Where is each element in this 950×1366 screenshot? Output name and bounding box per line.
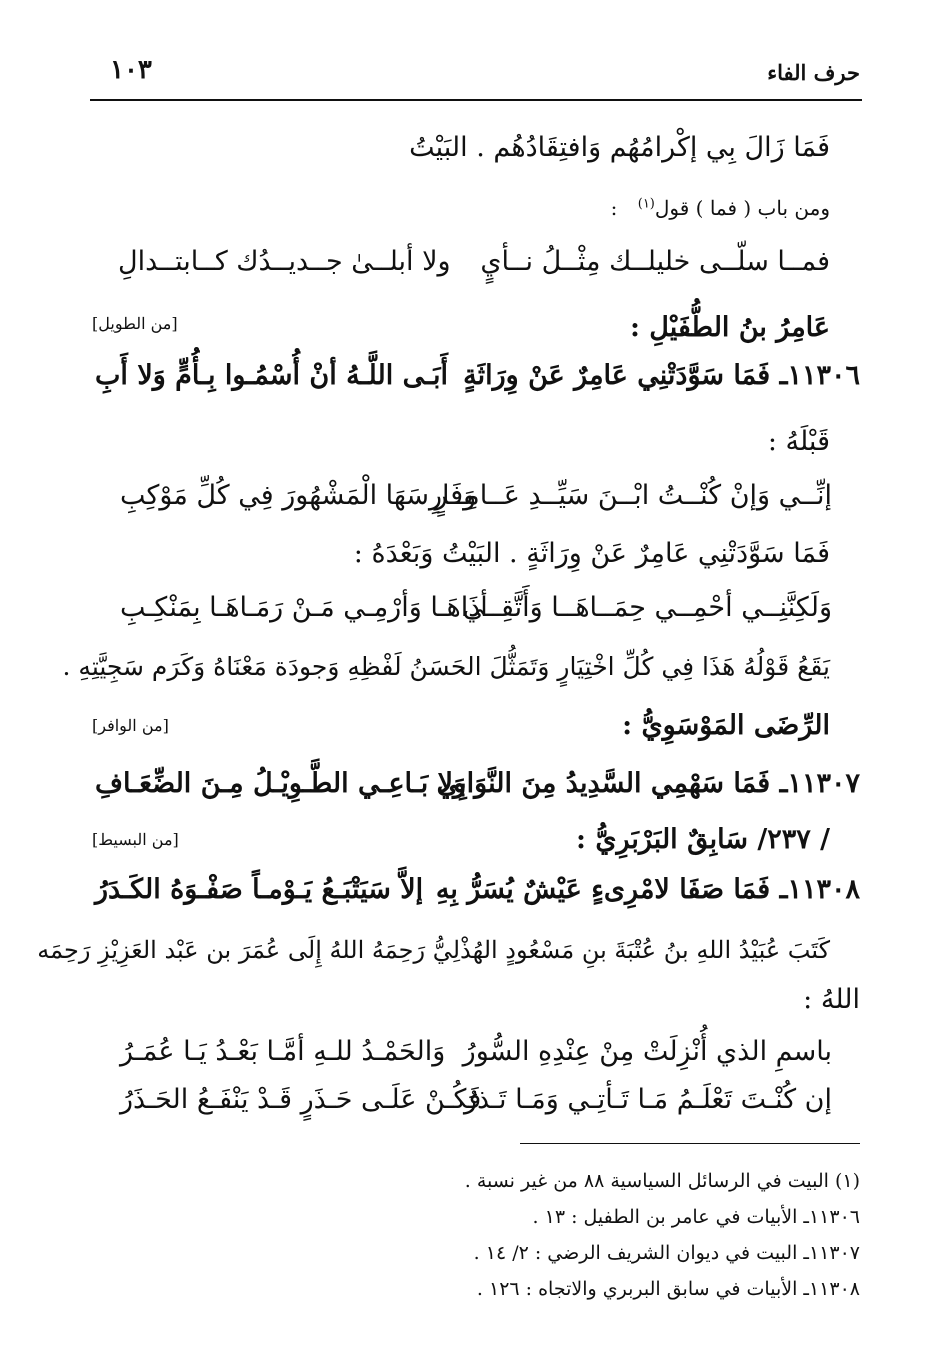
poet-name: / ٢٣٧/ سَابِقٌ البَرْبَرِيُّ : xyxy=(575,824,830,855)
footnote: ١١٣٠٦ـ الأبيات في عامر بن الطفيل : ١٣ . xyxy=(532,1206,860,1228)
subheading-text: ومن باب ( فما ) قول xyxy=(654,196,830,220)
footnote: ١١٣٠٧ـ البيت في ديوان الشريف الرضي : ٢/ ١٤ . xyxy=(473,1242,860,1264)
poet-name: الرِّضَى المَوْسَوِيُّ : xyxy=(622,710,830,741)
verse-11306-left: أَبَـى اللَّـهُ أنْ أُسْمُـوا بِـأُمٍّ وَلا أَبِ xyxy=(95,360,449,391)
meter-label: [من البسيط] xyxy=(92,830,179,849)
page-number: ١٠٣ xyxy=(110,55,152,85)
verse-11307-right: ١١٣٠٧ـ فَمَا سَهْمِي السَّدِيدُ مِنَ النَّوَابِي xyxy=(436,768,860,799)
verse-11308-right: ١١٣٠٨ـ فَمَا صَفَا لامْرِىءٍ عَيْشٌ يُسَرُّ بِهِ xyxy=(435,874,860,905)
prose-line-end: اللهُ : xyxy=(803,984,860,1015)
chapter-subheading xyxy=(611,196,830,220)
verse-left-half: وَفَارِسَهَا الْمَشْهُورَ فِي كُلِّ مَوْكِبِ xyxy=(120,480,477,511)
meter-label: [من الوافر] xyxy=(92,716,169,735)
verse-right-half: إنِّــي وَإنْ كُنْــتُ ابْــنَ سَيِّــدِ عَــامِــرٍ xyxy=(434,480,832,511)
footnote-rule xyxy=(520,1143,860,1144)
verse-left-half: وَالحَمْـدُ للـهِ أمَّـا بَعْـدُ يَـا عُمَـرُ xyxy=(120,1036,446,1067)
meter-label: [من الطويل] xyxy=(92,314,178,333)
verse-left-half: فَكُـنْ عَلَـى حَـذَرٍ قَـدْ يَنْفَـعُ الحَـذَرُ xyxy=(120,1084,482,1115)
chapter-title: حرف الفاء xyxy=(767,60,860,85)
verse-half-line: فَمَا زَالَ بِي إكْرامُهُم وَافتِقَادُهُم . البَيْتُ xyxy=(409,132,830,163)
commentary-line: يَقَعُ قَوْلُهُ هَذَا فِي كُلِّ اخْتِيَارٍ وَتَمَثُّلَ الحَسَنُ لَفْظِهِ وَجودَة مَعْنَاهُ وَكَرَم سَجِيَّتِهِ . xyxy=(62,652,830,681)
prose-line: كَتَبَ عُبَيْدُ اللهِ بنُ عُتْبَةَ بنِ مَسْعُودٍ الهُذْلِيُّ رَحِمَهُ اللهُ إِلَى عُمَرَ بن عَبْد العَزِيْزِ رَحِمَه xyxy=(37,936,830,964)
verse-right-half: إن كُنْـتَ تَعْلَـمُ مَـا تَـأتِـي وَمَـا تَـذرُ xyxy=(463,1084,832,1115)
footnote: ١١٣٠٨ـ الأبيات في سابق البربري والاتجاه : ١٢٦ . xyxy=(476,1278,860,1300)
verse-right-half: فمــا سلّــى خليلــك مِثْــلُ نــأيٍ xyxy=(480,246,830,277)
verse-left-half: ولا أبلــىٰ جــديــدُك كــابتــدالِ xyxy=(118,246,451,277)
qablahu-label: قَبْلَهُ : xyxy=(767,426,830,457)
subheading-colon: : xyxy=(610,196,618,220)
verse-right-half: باسمِ الذي أُنْزِلَتْ مِنْ عِنْدِهِ السُّورُ xyxy=(462,1036,832,1067)
verse-right-half: وَلَكِنَّنِــي أحْمِــي حِمَــاهَــا وَأَتَّقِــي xyxy=(462,592,832,623)
header-rule xyxy=(90,99,862,101)
verse-11306-right: ١١٣٠٦ـ فَمَا سَوَّدَتْنِي عَامِرٌ عَنْ وِرَاثَةٍ xyxy=(463,360,860,391)
footnote-marker: (١) xyxy=(637,196,655,212)
verse-left-half: أذَاهَـا وَأرْمِـي مَـنْ رَمَـاهَـا بِمَنْكِـبِ xyxy=(120,592,488,623)
verse-11307-left: وَلا بَـاعِـي الطَّـوِيْـلُ مِـنَ الضِّعَـافِ xyxy=(95,768,467,799)
verse-11308-left: إلاَّ سَيَتْبَـعُ يَـوْمـاً صَفْـوَهُ الكَـدَرُ xyxy=(95,874,424,905)
footnote: (١) البيت في الرسائل السياسية ٨٨ من غير نسبة . xyxy=(464,1170,860,1192)
poet-name: عَامِرُ بنُ الطُّفَيْلِ : xyxy=(629,312,830,343)
quote-line: فَمَا سَوَّدَتْنِي عَامِرٌ عَنْ وِرَاثَةٍ . البَيْتُ وَبَعْدَهُ : xyxy=(353,538,830,569)
